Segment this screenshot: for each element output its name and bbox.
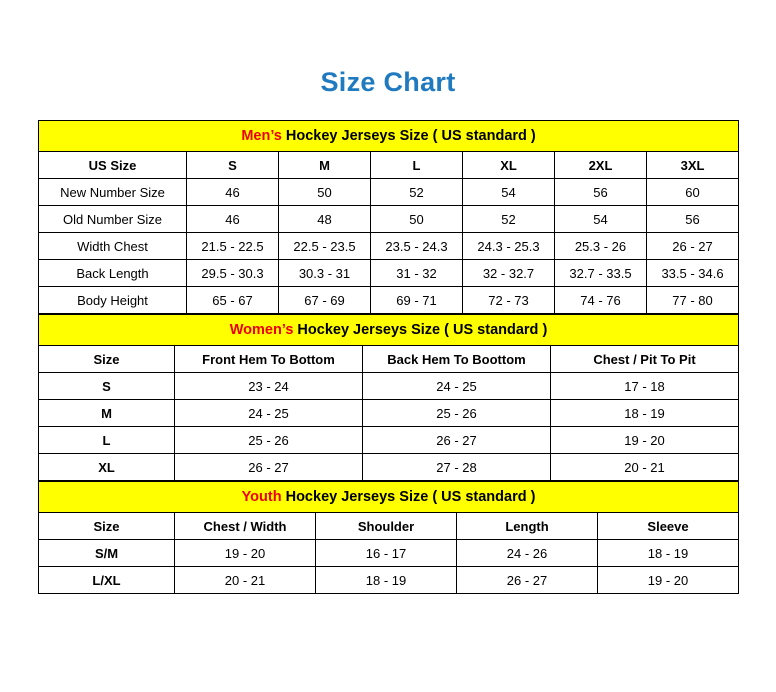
row-label: Old Number Size [39, 206, 187, 233]
table-cell: 26 - 27 [175, 454, 363, 481]
table-row [39, 206, 739, 233]
table-cell: 54 [463, 179, 555, 206]
table-cell: 52 [463, 206, 555, 233]
womens-section-header [39, 315, 739, 346]
table-cell: 20 - 21 [175, 567, 316, 594]
row-label: S [39, 373, 175, 400]
page-title: Size Chart [320, 67, 456, 97]
table-cell: 65 - 67 [187, 287, 279, 314]
youth-section-header [39, 482, 739, 513]
mens-section-header-cell [39, 121, 739, 152]
table-cell: 23.5 - 24.3 [371, 233, 463, 260]
mens-header-highlight: Men’s [241, 128, 282, 144]
youth-col-header: Size [39, 513, 175, 540]
table-cell: 29.5 - 30.3 [187, 260, 279, 287]
mens-header-rest: Hockey Jerseys Size ( US standard ) [281, 128, 536, 144]
table-cell: 77 - 80 [647, 287, 739, 314]
table-cell: 19 - 20 [598, 567, 739, 594]
mens-col-header: L [371, 152, 463, 179]
table-cell: 32 - 32.7 [463, 260, 555, 287]
table-cell: 19 - 20 [551, 427, 739, 454]
womens-col-header: Front Hem To Bottom [175, 346, 363, 373]
row-label: L [39, 427, 175, 454]
table-row [39, 373, 739, 400]
row-label: S/M [39, 540, 175, 567]
youth-column-header-row [39, 513, 739, 540]
womens-header-highlight: Women’s [229, 322, 294, 338]
table-row [39, 540, 739, 567]
table-cell: 19 - 20 [175, 540, 316, 567]
size-tables [38, 120, 738, 594]
table-cell: 56 [647, 206, 739, 233]
womens-column-header-row [39, 346, 739, 373]
table-cell: 18 - 19 [316, 567, 457, 594]
table-row [39, 400, 739, 427]
table-cell: 46 [187, 206, 279, 233]
womens-size-table [38, 314, 739, 481]
table-row [39, 567, 739, 594]
table-cell: 16 - 17 [316, 540, 457, 567]
row-label: New Number Size [39, 179, 187, 206]
table-cell: 20 - 21 [551, 454, 739, 481]
table-cell: 31 - 32 [371, 260, 463, 287]
mens-col-header: S [187, 152, 279, 179]
row-label: Body Height [39, 287, 187, 314]
table-cell: 25 - 26 [363, 400, 551, 427]
table-cell: 24 - 25 [363, 373, 551, 400]
table-cell: 60 [647, 179, 739, 206]
table-cell: 22.5 - 23.5 [279, 233, 371, 260]
table-cell: 24 - 26 [457, 540, 598, 567]
table-cell: 26 - 27 [647, 233, 739, 260]
youth-size-table [38, 481, 739, 594]
womens-col-header: Size [39, 346, 175, 373]
table-cell: 26 - 27 [363, 427, 551, 454]
table-cell: 30.3 - 31 [279, 260, 371, 287]
table-cell: 23 - 24 [175, 373, 363, 400]
table-row [39, 427, 739, 454]
table-row [39, 233, 739, 260]
row-label: L/XL [39, 567, 175, 594]
mens-column-header-row [39, 152, 739, 179]
table-cell: 17 - 18 [551, 373, 739, 400]
table-row [39, 260, 739, 287]
table-row [39, 287, 739, 314]
table-cell: 27 - 28 [363, 454, 551, 481]
mens-col-header: 2XL [555, 152, 647, 179]
table-cell: 18 - 19 [598, 540, 739, 567]
womens-col-header: Back Hem To Boottom [363, 346, 551, 373]
table-cell: 67 - 69 [279, 287, 371, 314]
youth-header-rest: Hockey Jerseys Size ( US standard ) [281, 489, 536, 505]
table-cell: 25.3 - 26 [555, 233, 647, 260]
table-cell: 33.5 - 34.6 [647, 260, 739, 287]
table-cell: 21.5 - 22.5 [187, 233, 279, 260]
youth-col-header: Chest / Width [175, 513, 316, 540]
mens-col-header: 3XL [647, 152, 739, 179]
table-cell: 24 - 25 [175, 400, 363, 427]
row-label: Width Chest [39, 233, 187, 260]
table-row [39, 454, 739, 481]
row-label: Back Length [39, 260, 187, 287]
table-cell: 25 - 26 [175, 427, 363, 454]
table-cell: 46 [187, 179, 279, 206]
youth-header-highlight: Youth [241, 489, 282, 505]
youth-col-header: Shoulder [316, 513, 457, 540]
table-cell: 56 [555, 179, 647, 206]
mens-section-header [39, 121, 739, 152]
table-cell: 54 [555, 206, 647, 233]
table-cell: 50 [371, 206, 463, 233]
youth-col-header: Length [457, 513, 598, 540]
youth-col-header: Sleeve [598, 513, 739, 540]
table-cell: 24.3 - 25.3 [463, 233, 555, 260]
table-cell: 18 - 19 [551, 400, 739, 427]
womens-header-rest: Hockey Jerseys Size ( US standard ) [293, 322, 548, 338]
row-label: M [39, 400, 175, 427]
mens-col-header: US Size [39, 152, 187, 179]
row-label: XL [39, 454, 175, 481]
table-cell: 69 - 71 [371, 287, 463, 314]
mens-col-header: XL [463, 152, 555, 179]
table-cell: 52 [371, 179, 463, 206]
mens-size-table [38, 120, 739, 314]
table-row [39, 179, 739, 206]
womens-col-header: Chest / Pit To Pit [551, 346, 739, 373]
table-cell: 32.7 - 33.5 [555, 260, 647, 287]
table-cell: 74 - 76 [555, 287, 647, 314]
table-cell: 72 - 73 [463, 287, 555, 314]
table-cell: 26 - 27 [457, 567, 598, 594]
mens-col-header: M [279, 152, 371, 179]
youth-section-header-cell [39, 482, 739, 513]
table-cell: 48 [279, 206, 371, 233]
table-cell: 50 [279, 179, 371, 206]
womens-section-header-cell [39, 315, 739, 346]
